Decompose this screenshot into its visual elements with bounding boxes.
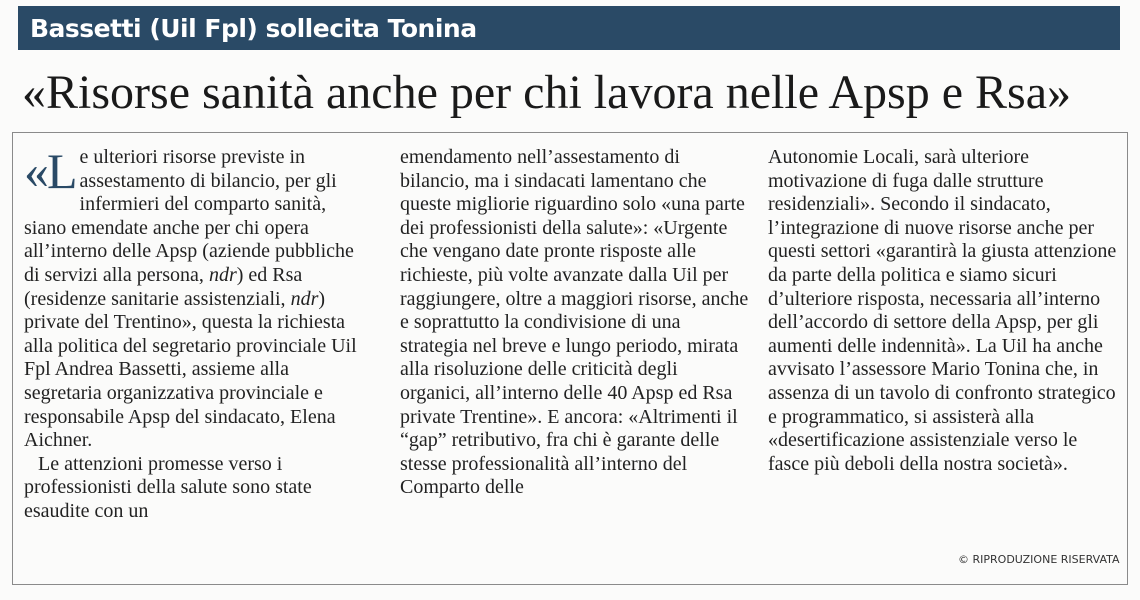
paragraph-3: emendamento nell’assestamento di bilancio, ma i sindacati lamentano che queste migliorie riguardino solo «una parte dei professionisti della salute»: «Urgente che vengano date pronte risposte alle richieste, più volte avanzate dalla Uil per raggiungere, oltre a maggiori risorse, anche e soprattutto la condivisione di una strategia nel breve e lungo periodo, mirata alla risoluzione delle criticità degli organici, all’interno delle 40 Apsp ed Rsa private Trentine». E ancora: «Altrimenti il “gap” retributivo, fra chi è garante delle stesse professionalità all’interno del Comparto delle xyxy=(400,146,749,499)
headline: «Risorse sanità anche per chi lavora nelle Apsp e Rsa» xyxy=(22,65,1072,119)
kicker-bar xyxy=(18,6,1120,50)
paragraph-2: Le attenzioni promesse verso i professionisti della salute sono state esaudite con un xyxy=(24,452,312,522)
paragraph-1: «Le ulteriori risorse previste in assestamento di bilancio, per gli infermieri del comparto sanità, siano emendate anche per chi opera all’interno delle Apsp (aziende pubbliche di servizi alla persona, ndr) ed Rsa (residenze sanitarie assistenziali, ndr) private del Trentino», questa la richiesta alla politica del segretario provinciale Uil Fpl Andrea Bassetti, assieme alla segretaria organizzativa provinciale e responsabile Apsp del sindacato, Elena Aichner. xyxy=(24,143,357,452)
article-column-1 xyxy=(24,143,369,524)
copyright-notice: © RIPRODUZIONE RISERVATA xyxy=(958,553,1120,566)
kicker: Bassetti (Uil Fpl) sollecita Tonina xyxy=(30,13,477,43)
paragraph-4: Autonomie Locali, sarà ulteriore motivazione di fuga dalle strutture residenziali». Secondo il sindacato, l’integrazione di nuove risorse anche per questi settori «garantirà la giusta attenzione da parte della politica e siamo sicuri d’ulteriore risposta, necessaria all’interno dell’accordo di settore della Apsp, per gli aumenti delle indennità». La Uil ha anche avvisato l’assessore Mario Tonina che, in assenza di un tavolo di confronto strategico e programmatico, si assisterà alla «desertificazione assistenziale verso le fasce più deboli della nostra società». xyxy=(768,146,1117,475)
article-column-3 xyxy=(768,146,1118,476)
article-column-2 xyxy=(400,146,750,500)
drop-cap: «L xyxy=(24,143,76,199)
